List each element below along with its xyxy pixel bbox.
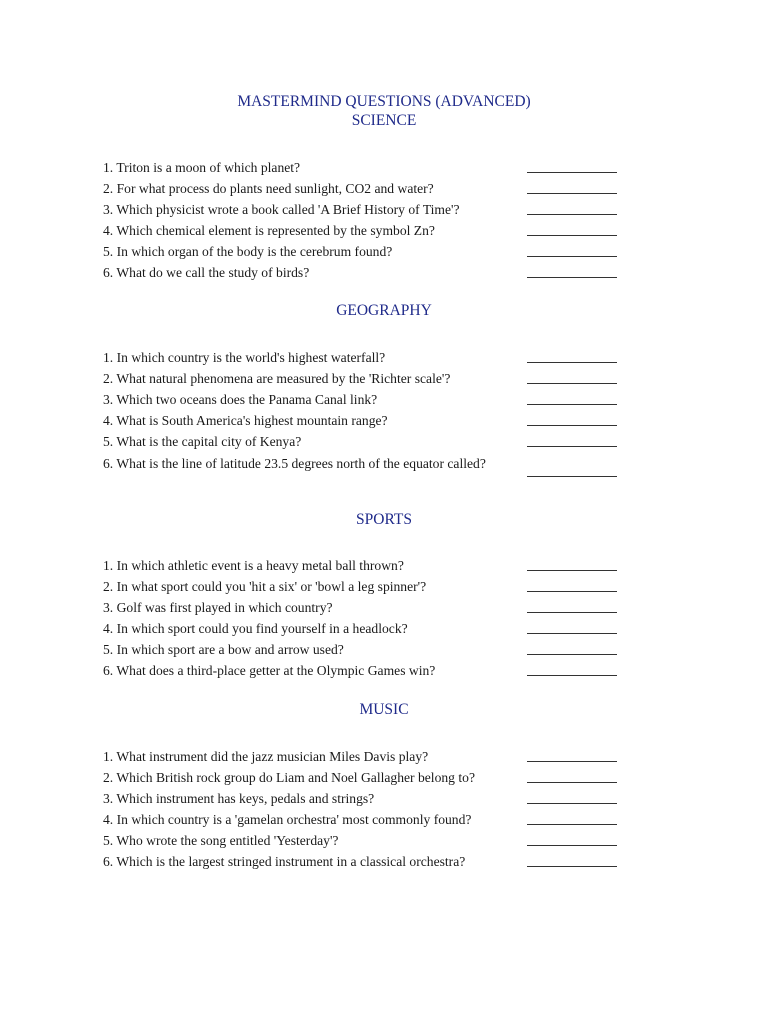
section-heading-science: SCIENCE [351,112,417,129]
question-item: 3. Which instrument has keys, pedals and strings? [103,791,375,806]
answer-blank[interactable] [527,633,617,634]
answer-blank[interactable] [527,476,617,477]
answer-blank[interactable] [527,425,617,426]
answer-blank[interactable] [527,214,617,215]
section-heading-geography: GEOGRAPHY [336,302,432,319]
question-item: 4. What is South America's highest mountain range? [103,413,388,428]
question-item: 1. In which athletic event is a heavy metal ball thrown? [103,558,404,573]
section-heading-sports: SPORTS [356,511,412,528]
answer-blank[interactable] [527,570,617,571]
question-item: 6. What does a third-place getter at the Olympic Games win? [103,663,436,678]
question-item: 3. Golf was first played in which country? [103,600,333,615]
question-item: 2. In what sport could you 'hit a six' or 'bowl a leg spinner'? [103,579,427,594]
answer-blank[interactable] [527,591,617,592]
answer-blank[interactable] [527,866,617,867]
answer-blank[interactable] [527,383,617,384]
question-item: 5. Who wrote the song entitled 'Yesterday'? [103,833,339,848]
question-item: 2. For what process do plants need sunlight, CO2 and water? [103,181,434,196]
question-item: 1. In which country is the world's highest waterfall? [103,350,386,365]
question-item: 2. What natural phenomena are measured by the 'Richter scale'? [103,371,451,386]
answer-blank[interactable] [527,277,617,278]
answer-blank[interactable] [527,362,617,363]
question-item: 5. What is the capital city of Kenya? [103,434,302,449]
answer-blank[interactable] [527,404,617,405]
question-item: 5. In which organ of the body is the cerebrum found? [103,244,393,259]
answer-blank[interactable] [527,256,617,257]
answer-blank[interactable] [527,845,617,846]
page-title: MASTERMIND QUESTIONS (ADVANCED) [237,93,531,110]
answer-blank[interactable] [527,193,617,194]
question-item: 2. Which British rock group do Liam and Noel Gallagher belong to? [103,770,475,785]
question-item: 5. In which sport are a bow and arrow used? [103,642,344,657]
question-item: 1. What instrument did the jazz musician Miles Davis play? [103,749,429,764]
answer-blank[interactable] [527,612,617,613]
answer-blank[interactable] [527,235,617,236]
question-item: 6. Which is the largest stringed instrument in a classical orchestra? [103,854,466,869]
answer-blank[interactable] [527,446,617,447]
question-item: 3. Which physicist wrote a book called 'A Brief History of Time'? [103,202,460,217]
question-item: 6. What do we call the study of birds? [103,265,310,280]
answer-blank[interactable] [527,824,617,825]
answer-blank[interactable] [527,654,617,655]
question-item: 4. In which country is a 'gamelan orchestra' most commonly found? [103,812,472,827]
answer-blank[interactable] [527,761,617,762]
answer-blank[interactable] [527,675,617,676]
section-heading-music: MUSIC [359,701,409,718]
answer-blank[interactable] [527,782,617,783]
question-item: 1. Triton is a moon of which planet? [103,160,301,175]
question-item: 3. Which two oceans does the Panama Canal link? [103,392,378,407]
question-item: 6. What is the line of latitude 23.5 degrees north of the equator called? [103,456,486,471]
question-item: 4. In which sport could you find yourself in a headlock? [103,621,408,636]
answer-blank[interactable] [527,803,617,804]
question-item: 4. Which chemical element is represented by the symbol Zn? [103,223,435,238]
answer-blank[interactable] [527,172,617,173]
